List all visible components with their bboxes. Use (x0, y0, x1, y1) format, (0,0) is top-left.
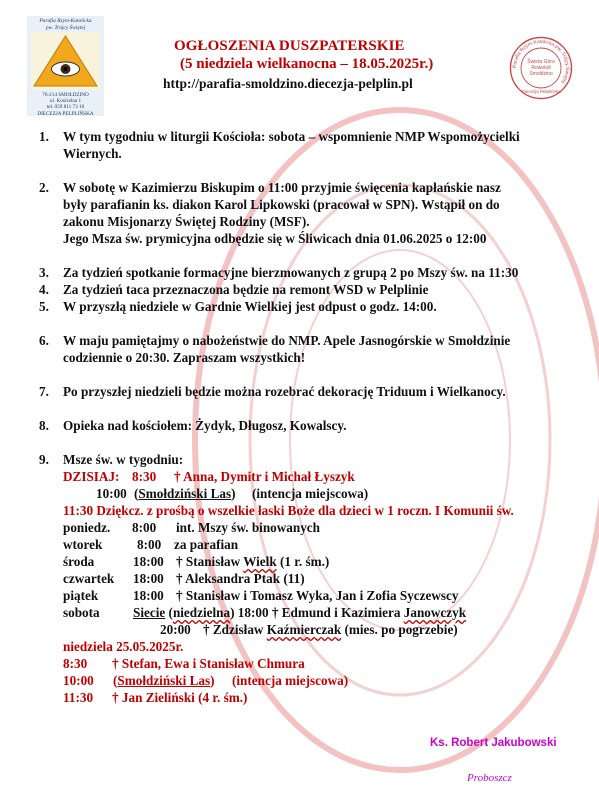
seal-bottom-text: Diecezja Pelplińska (521, 89, 561, 94)
page-subtitle: (5 niedziela wielkanocna – 18.05.2025r.) (180, 56, 434, 72)
mass-intention: za parafian (174, 537, 239, 552)
page-title: OGŁOSZENIA DUSZPATERSKIE (174, 38, 405, 54)
mass-time: 11:30 (63, 690, 94, 705)
mass-schedule-heading: Msze św. w tygodniu: (63, 452, 184, 467)
weekday-label: sobota (63, 605, 100, 620)
announcement-text: były parafianin ks. diakon Karol Lipkowski (pracował w SPN). Wstąpił on do (63, 197, 500, 212)
mass-time: 8:30 (63, 656, 88, 671)
mass-time: 8:30 (132, 469, 157, 484)
parish-logo (27, 16, 104, 116)
announcement-text: W tym tygodniu w liturgii Kościoła: sobota – wspomnienie NMP Wspomożycielki (63, 129, 520, 144)
item-number: 9. (39, 452, 49, 467)
seal-center-line-3: Smołdzino (529, 71, 553, 77)
seal-ring-text: Parafia Rzym-Katolicka pw. Trójcy Świętej (511, 38, 571, 85)
today-label: DZISIAJ: (63, 469, 120, 484)
weekday-label: piątek (63, 588, 99, 603)
announcement-text: Po przyszłej niedzieli będzie można rozebrać dekorację Triduum i Wielkanocy. (63, 384, 506, 399)
mass-time: 18:00 (133, 588, 164, 603)
mass-intention: † Jan Zieliński (4 r. śm.) (112, 690, 248, 705)
mass-location: Siecie (niedzielna) 18:00 † Edmund i Kazimiera Janowczyk (133, 605, 467, 620)
priest-signature: Ks. Robert Jakubowski (430, 737, 557, 749)
mass-intention: † Aleksandra Ptak (11) (176, 571, 305, 586)
logo-top-text: Parafia Rzym-Katolicka pw. Trójcy Świętej (39, 18, 92, 31)
mass-intention: † Stanisław i Tomasz Wyka, Jan i Zofia Syczewscy (176, 588, 459, 603)
parish-url[interactable]: http://parafia-smoldzino.diecezja-pelplin.pl (163, 76, 413, 91)
announcement-text: Za tydzień taca przeznaczona będzie na remont WSD w Pelplinie (63, 282, 429, 297)
mass-location: (Smołdziński Las) (134, 486, 236, 501)
mass-location: (Smołdziński Las) (113, 673, 215, 688)
mass-intention: int. Mszy św. binowanych (176, 520, 320, 535)
mass-intention: † Zdzisław Kaźmierczak (mies. po pogrzebie) (203, 622, 458, 637)
announcement-text: Za tydzień spotkanie formacyjne bierzmowanych z grupą 2 po Mszy św. na 11:30 (63, 265, 519, 280)
item-number: 1. (39, 129, 49, 144)
priest-role: Proboszcz (467, 772, 512, 784)
item-number: 2. (39, 180, 49, 195)
seal-center-line-1: Świeta Góra (527, 59, 555, 65)
mass-time: 20:00 (160, 622, 191, 637)
item-number: 7. (39, 384, 49, 399)
next-sunday-label: niedziela 25.05.2025r. (63, 639, 184, 654)
mass-time: 8:00 (137, 537, 162, 552)
announcement-text: Jego Msza św. prymicyjna odbędzie się w Śliwicach dnia 01.06.2025 o 12:00 (63, 231, 487, 246)
logo-address: 76-214 SMOŁDZINO ul. Kościelna 1 tel. 059 811 73 16 DIECEZJA PELPLIŃSKA (37, 92, 94, 116)
weekday-label: środa (63, 554, 95, 569)
announcement-text: W sobotę w Kazimierzu Biskupim o 11:00 przyjmie święcenia kapłańskie nasz (63, 180, 501, 195)
eye-of-providence-icon (31, 32, 100, 90)
mass-intention: (intencja miejscowa) (232, 673, 349, 688)
mass-intention: 11:30 Dziękcz. z prośbą o wszelkie łaski Boże dla dzieci w 1 roczn. I Komunii św. (63, 503, 514, 518)
seal-center-line-2: Rowokół (531, 65, 551, 71)
announcement-text: Opieka nad kościołem: Żydyk, Długosz, Kowalscy. (63, 418, 347, 433)
mass-intention: † Anna, Dymitr i Michał Łyszyk (174, 469, 355, 484)
mass-intention: † Stefan, Ewa i Stanisław Chmura (112, 656, 305, 671)
weekday-label: czwartek (63, 571, 115, 586)
mass-time: 18:00 (133, 571, 164, 586)
mass-intention: (intencja miejscowa) (252, 486, 369, 501)
announcement-text: zakonu Misjonarzy Świętej Rodziny (MSF). (63, 214, 310, 229)
item-number: 4. (39, 282, 49, 297)
mass-time: 10:00 (96, 486, 127, 501)
mass-time: 8:00 (132, 520, 157, 535)
parish-seal (509, 36, 573, 100)
weekday-label: poniedz. (63, 520, 111, 535)
mass-time: 18:00 (133, 554, 164, 569)
item-number: 6. (39, 333, 49, 348)
mass-intention: † Stanisław Wielk (1 r. śm.) (176, 554, 330, 569)
mass-time: 10:00 (63, 673, 94, 688)
item-number: 3. (39, 265, 49, 280)
announcement-text: codziennie o 20:30. Zapraszam wszystkich! (63, 350, 306, 365)
item-number: 5. (39, 299, 49, 314)
weekday-label: wtorek (63, 537, 103, 552)
announcement-text: Wiernych. (63, 146, 122, 161)
announcement-text: W przyszłą niedziele w Gardnie Wielkiej jest odpust o godz. 14:00. (63, 299, 437, 314)
announcement-text: W maju pamiętajmy o nabożeństwie do NMP. Apele Jasnogórskie w Smołdzinie (63, 333, 511, 348)
item-number: 8. (39, 418, 49, 433)
